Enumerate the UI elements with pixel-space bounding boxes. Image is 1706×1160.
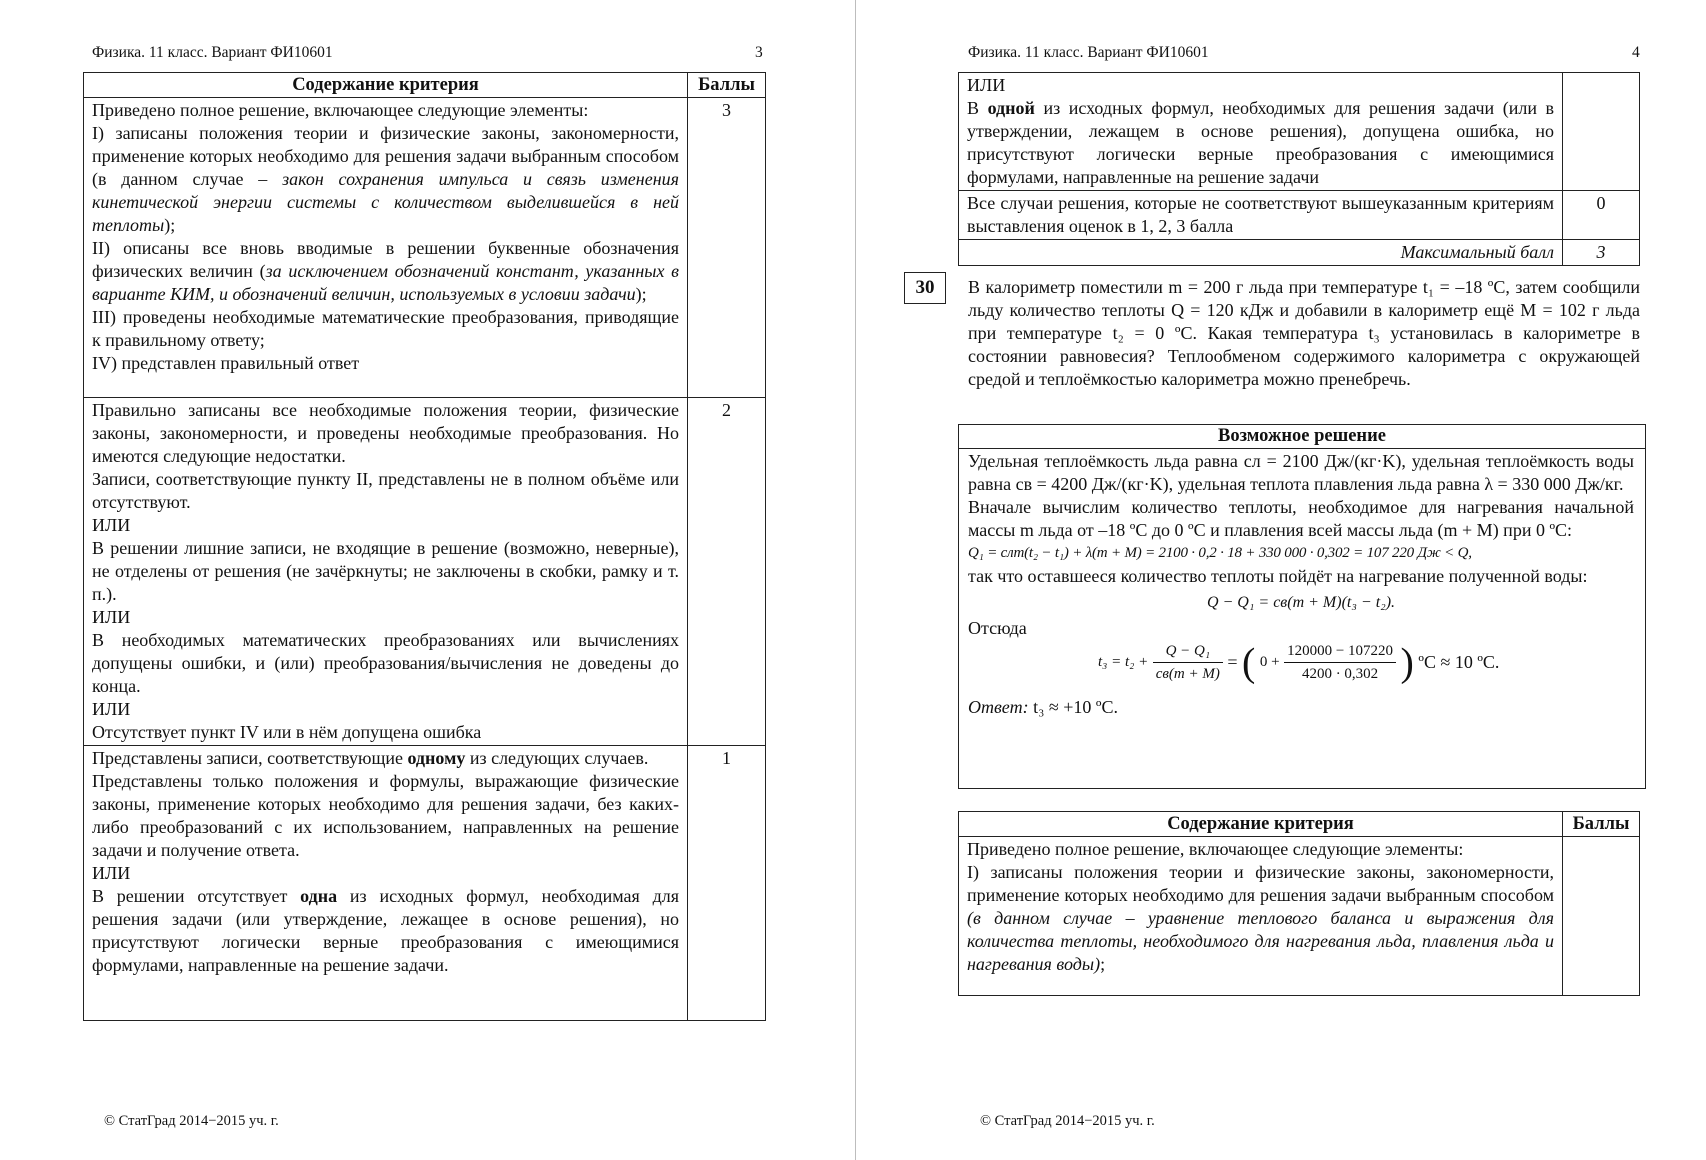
table-row — [959, 73, 1640, 191]
table-header-row — [84, 73, 766, 98]
left-page-header: Физика. 11 класс. Вариант ФИ10601 — [92, 44, 333, 61]
table-row-max-score — [959, 240, 1640, 266]
criteria-text: Представлены записи, соответствующие одному из следующих случаев. — [92, 748, 649, 768]
criteria-text: Приведено полное решение, включающее следующие элементы: — [967, 839, 1464, 859]
or-label: ИЛИ — [92, 607, 131, 627]
right-page-footer: © СтатГрад 2014−2015 уч. г. — [980, 1113, 1155, 1129]
criteria-text: Приведено полное решение, включающее следующие элементы: — [92, 100, 589, 120]
or-label: ИЛИ — [967, 75, 1006, 95]
solution-box — [958, 424, 1646, 789]
left-criteria-table — [83, 72, 766, 1021]
column-header-criteria: Содержание критерия — [959, 812, 1563, 837]
left-page-footer: © СтатГрад 2014−2015 уч. г. — [104, 1113, 279, 1129]
solution-title: Возможное решение — [959, 425, 1645, 449]
max-score-label: Максимальный балл — [959, 240, 1563, 266]
criteria-cell — [84, 746, 688, 1021]
task-number-box: 30 — [904, 272, 946, 304]
solution-body — [968, 450, 1634, 719]
table-row — [84, 746, 766, 1021]
formula-heat-balance: Q − Q₁ = cв(m + M)(t₃ − t₂). — [1206, 594, 1396, 611]
criteria-text: В решении отсутствует одна из исходных формул, необходимая для решения задачи (или утверждение, лежащее в основе решения), но присутствуют логически верные преобразования с имеющимися формулами, направленные на решение задачи. — [92, 886, 679, 975]
criteria-cell: Все случаи решения, которые не соответствуют вышеуказанным критериям выставления оценок в 1, 2, 3 балла — [959, 191, 1563, 240]
column-header-score: Баллы — [1563, 812, 1640, 837]
criteria-text: Представлены только положения и формулы, выражающие физические законы, применение которых необходимо для решения задачи, без каких-либо преобразований с их использованием, направленных на решение задачи и получение ответа. — [92, 771, 679, 860]
criteria-text: III) проведены необходимые математические преобразования, приводящие к правильному ответу; — [92, 307, 679, 350]
table-header-row — [959, 812, 1640, 837]
or-label: ИЛИ — [92, 515, 131, 535]
criteria-text: Записи, соответствующие пункту II, представлены не в полном объёме или отсутствуют. — [92, 469, 679, 512]
right-page-header: Физика. 11 класс. Вариант ФИ10601 — [968, 44, 1209, 61]
criteria-cell — [84, 398, 688, 746]
column-header-score: Баллы — [688, 73, 766, 98]
max-score-value: 3 — [1563, 240, 1640, 266]
table-row — [959, 837, 1640, 996]
criteria-text: I) записаны положения теории и физические законы, закономерности, применение которых необходимо для решения задачи выбранным способом (в данном случае – закон сохранения импульса и связь изменения кинетической энергии системы с количеством выделившейся в ней теплоты); — [92, 123, 679, 235]
task-text: В калориметр поместили m = 200 г льда при температуре t₁ = –18 ºC, затем сообщили льду количество теплоты Q = 120 кДж и добавили в калориметр ещё M = 102 г льда при температуре t₂ = 0 ºC. Какая температура t₃ установилась в калориметре в состоянии равновесия? Теплообменом содержимого калориметра с окружающей средой и теплоёмкостью калориметра можно пренебречь. — [968, 277, 1640, 389]
continuation-criteria-table — [958, 72, 1640, 266]
criteria-text: Отсутствует пункт IV или в нём допущена ошибка — [92, 722, 482, 742]
criteria-text: I) записаны положения теории и физические законы, закономерности, применение которых необходимо для решения задачи выбранным способом (в данном случае – уравнение теплового баланса и выражения для количества теплоты, необходимого для нагревания льда, плавления льда и нагревания воды); — [967, 862, 1554, 974]
criteria-text: IV) представлен правильный ответ — [92, 353, 360, 373]
formula-heat-q1: Q₁ = cлm(t₂ − t₁) + λ(m + M) = 2100 · 0,2 · 18 + 330 000 · 0,302 = 107 220 Дж < Q, — [968, 545, 1472, 561]
or-label: ИЛИ — [92, 863, 131, 883]
solution-paragraph: Вначале вычислим количество теплоты, необходимое для нагревания начальной массы m льда от –18 ºC до 0 ºC и плавления всей массы льда (m + M) при 0 ºC: — [968, 497, 1634, 540]
score-cell: 2 — [688, 398, 766, 746]
formula-t3: t₃ = t₂ + $\frac{\text{Q − Q₁}}{cв(m + M)}$ = ( 0 + $\frac{120000 - 107220}{4200 \cdot 0,302}$ ) ºC ≈ 10 ºC. — [1098, 639, 1500, 685]
criteria-text: В необходимых математических преобразованиях или вычислениях допущены ошибки, и (или) преобразования/вычисления не доведены до конца. — [92, 630, 679, 696]
criteria-cell — [959, 837, 1563, 996]
criteria-text: В одной из исходных формул, необходимых для решения задачи (или в утверждении, лежащем в основе решения), допущена ошибка, но присутствуют логически верные преобразования с имеющимися формулами, направленные на решение задачи — [967, 98, 1554, 187]
score-cell: 1 — [688, 746, 766, 1021]
solution-paragraph: Удельная теплоёмкость льда равна cл = 2100 Дж/(кг·K), удельная теплоёмкость воды равна cв = 4200 Дж/(кг·K), удельная теплота плавления льда равна λ = 330 000 Дж/кг. — [968, 451, 1634, 494]
criteria-text: В решении лишние записи, не входящие в решение (возможно, неверные), не отделены от решения (не зачёркнуты; не заключены в скобки, рамку и т. п.). — [92, 538, 679, 604]
score-cell: 0 — [1563, 191, 1640, 240]
score-cell — [1563, 837, 1640, 996]
criteria-cell — [959, 73, 1563, 191]
page-divider — [855, 0, 856, 1160]
solution-answer: Ответ: t₃ ≈ +10 ºC. — [968, 697, 1118, 717]
table-row — [84, 398, 766, 746]
score-cell — [1563, 73, 1640, 191]
solution-paragraph: так что оставшееся количество теплоты пойдёт на нагревание полученной воды: — [968, 566, 1588, 586]
task30-criteria-table — [958, 811, 1640, 996]
table-row — [84, 98, 766, 398]
criteria-cell — [84, 98, 688, 398]
column-header-criteria: Содержание критерия — [84, 73, 688, 98]
table-row — [959, 191, 1640, 240]
score-cell: 3 — [688, 98, 766, 398]
criteria-text: Правильно записаны все необходимые положения теории, физические законы, закономерности, и проведены необходимые преобразования. Но имеются следующие недостатки. — [92, 400, 679, 466]
or-label: ИЛИ — [92, 699, 131, 719]
solution-paragraph: Отсюда — [968, 618, 1027, 638]
criteria-text: II) описаны все вновь вводимые в решении буквенные обозначения физических величин (за исключением обозначений констант, указанных в варианте КИМ, и обозначений величин, используемых в условии задачи); — [92, 238, 679, 304]
right-page-number: 4 — [1632, 44, 1640, 61]
left-page-number: 3 — [755, 44, 763, 61]
